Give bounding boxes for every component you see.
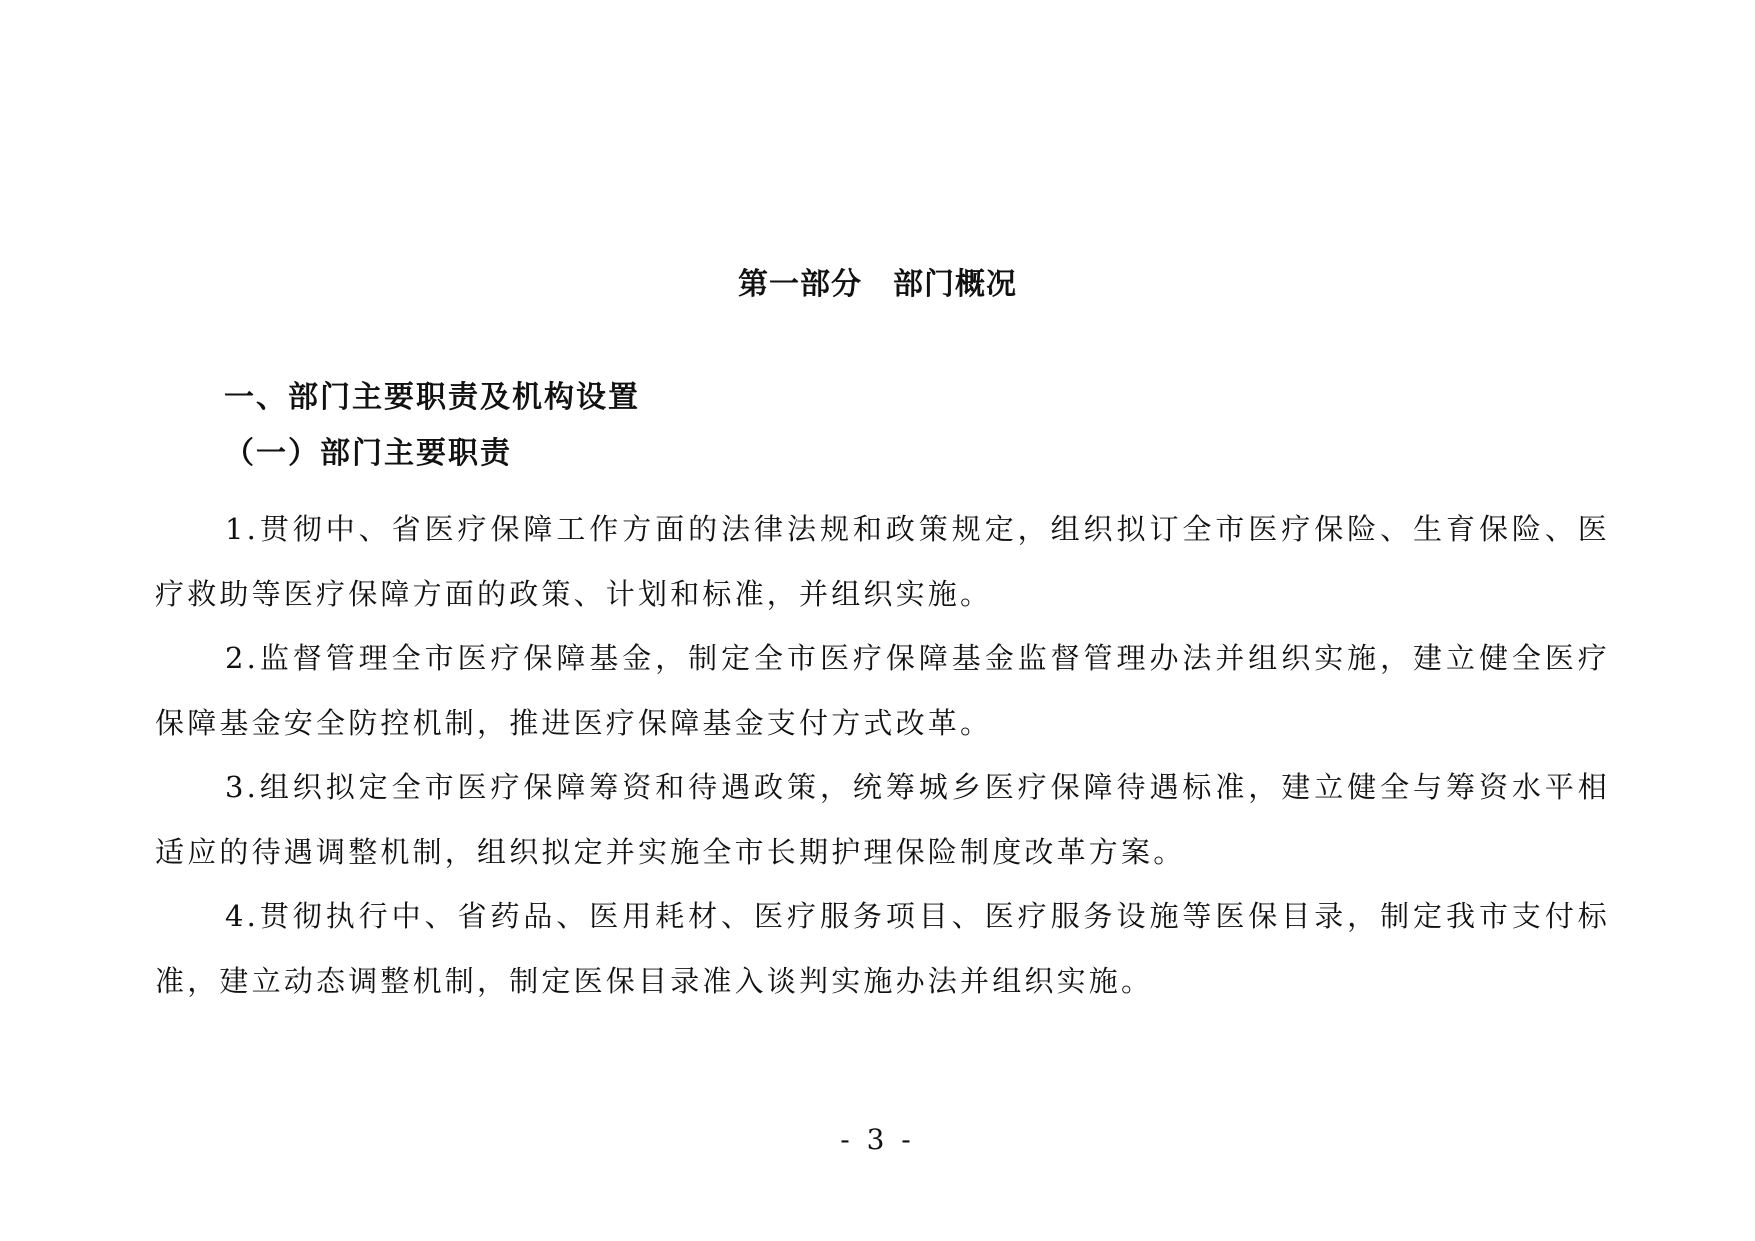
paragraph-duty-4: 4.贯彻执行中、省药品、医用耗材、医疗服务项目、医疗服务设施等医保目录，制定我市支付标准，建立动态调整机制，制定医保目录准入谈判实施办法并组织实施。 bbox=[155, 899, 1610, 998]
paragraph-duty-2: 2.监督管理全市医疗保障基金，制定全市医疗保障基金监督管理办法并组织实施，建立健全医疗保障基金安全防控机制，推进医疗保障基金支付方式改革。 bbox=[155, 641, 1610, 740]
paragraph-duty-3: 3.组织拟定全市医疗保障筹资和待遇政策，统筹城乡医疗保障待遇标准，建立健全与筹资水平相适应的待遇调整机制，组织拟定并实施全市长期护理保险制度改革方案。 bbox=[155, 770, 1610, 869]
paragraph-duty-1: 1.贯彻中、省医疗保障工作方面的法律法规和政策规定，组织拟订全市医疗保险、生育保险、医疗救助等医疗保障方面的政策、计划和标准，并组织实施。 bbox=[155, 512, 1610, 611]
body-text bbox=[155, 497, 1610, 1013]
section-heading: 一、部门主要职责及机构设置 bbox=[224, 380, 640, 415]
sub-heading: （一）部门主要职责 bbox=[224, 436, 512, 471]
page-number: - 3 - bbox=[840, 1123, 915, 1156]
part-title: 第一部分 部门概况 bbox=[738, 267, 1017, 302]
